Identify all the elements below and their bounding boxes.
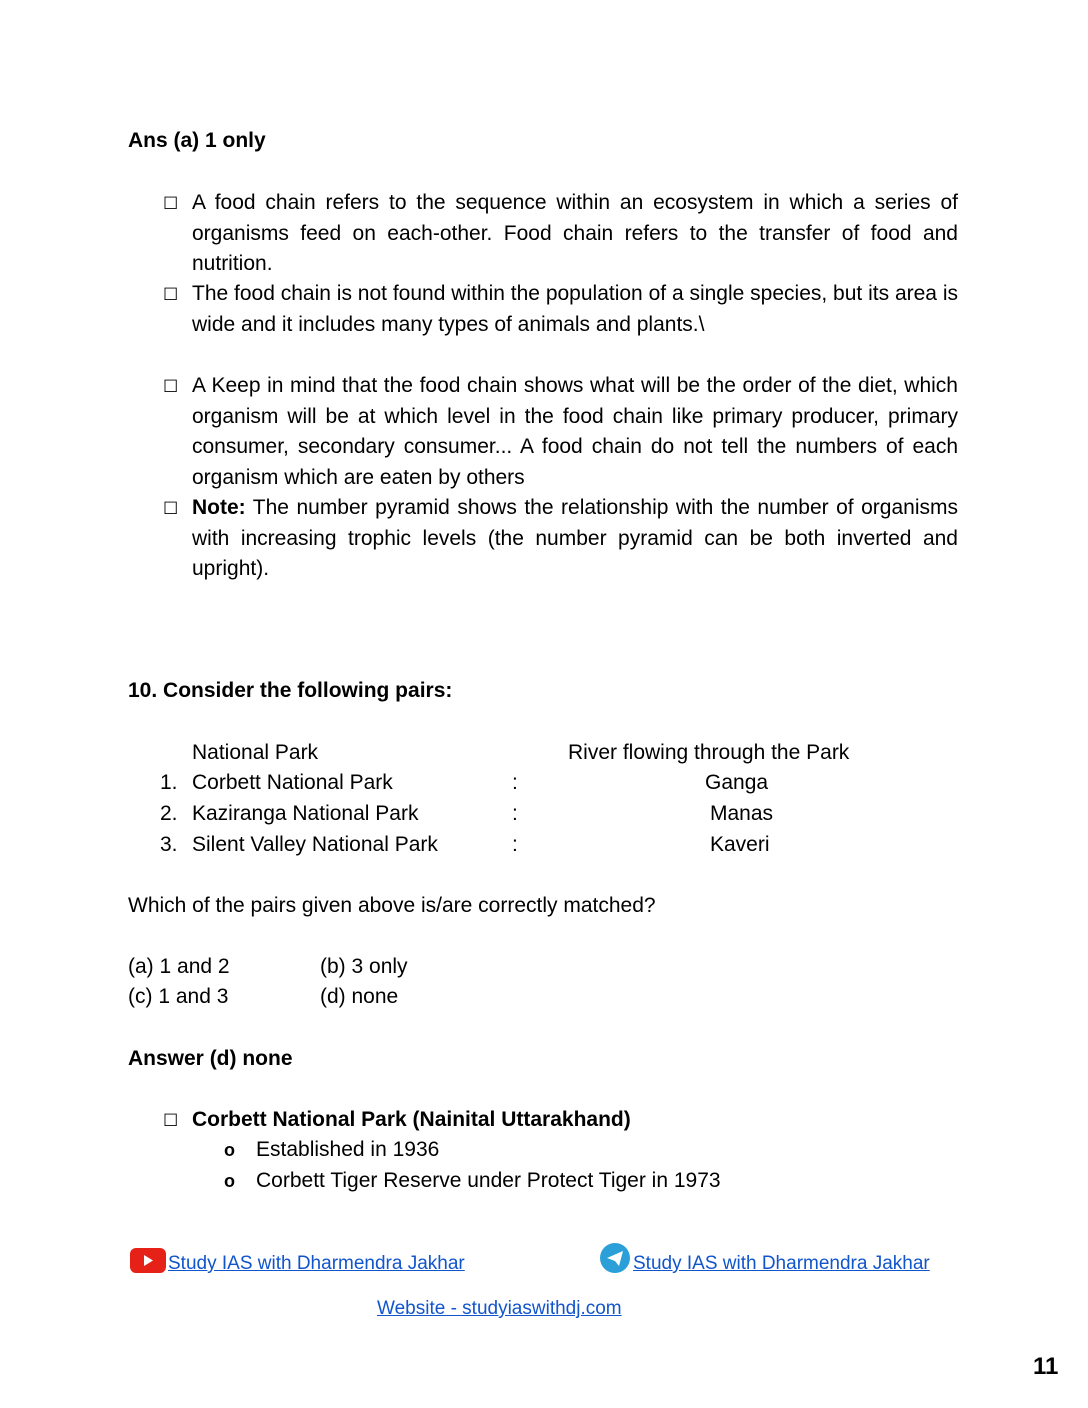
bullet-icon: ☐ [163,499,179,518]
note-text [192,493,958,585]
telegram-icon [600,1243,630,1273]
website-link[interactable]: Website - studyiaswithdj.com [377,1298,622,1319]
option-a: (a) 1 and 2 [128,955,230,978]
separator: : [512,802,518,825]
option-c: (c) 1 and 3 [128,985,229,1008]
row-number: 2. [160,802,178,825]
option-b: (b) 3 only [320,955,408,978]
row-number: 3. [160,833,178,856]
river-name: Kaveri [710,833,770,856]
youtube-icon [130,1248,166,1273]
river-name: Manas [710,802,774,825]
sub-bullet-text: Corbett Tiger Reserve under Protect Tiger in 1973 [256,1169,721,1192]
bullet-icon: ☐ [163,285,179,304]
note-body: The number pyramid shows the relationship with the number of organisms with increasing trophic levels (the number pyramid can be both inverted and upright). [192,496,958,581]
bullet-icon: ☐ [163,1111,179,1130]
question-prompt: Which of the pairs given above is/are correctly matched? [128,894,656,917]
bullet-text: A food chain refers to the sequence within an ecosystem in which a series of organisms feed on each-other. Food chain refers to the transfer of food and nutrition. [192,191,958,276]
corbett-title: Corbett National Park (Nainital Uttarakhand) [192,1108,631,1131]
bullet-icon: ☐ [163,377,179,396]
option-d: (d) none [320,985,399,1008]
bullet-text: A Keep in mind that the food chain shows what will be the order of the diet, which organism will be at which level in the food chain like primary producer, primary consumer, secondary consumer... A food chain do not tell the numbers of each organism which are eaten by others [192,374,958,489]
sub-bullet-text: Established in 1936 [256,1138,440,1161]
page-number: 11 [1033,1353,1059,1380]
note-label: Note: [192,496,246,519]
answer-heading: Answer (d) none [128,1047,293,1070]
separator: : [512,771,518,794]
separator: : [512,833,518,856]
sub-bullet-icon: o [224,1140,235,1160]
row-number: 1. [160,771,178,794]
answer-heading: Ans (a) 1 only [128,129,266,152]
park-name: Kaziranga National Park [192,802,419,825]
question-title: 10. Consider the following pairs: [128,679,453,702]
bullet-icon: ☐ [163,194,179,213]
column-header-park: National Park [192,741,319,764]
river-name: Ganga [705,771,769,794]
column-header-river: River flowing through the Park [568,741,850,764]
park-name: Corbett National Park [192,771,393,794]
telegram-link[interactable]: Study IAS with Dharmendra Jakhar [633,1253,930,1274]
youtube-link[interactable]: Study IAS with Dharmendra Jakhar [168,1253,465,1274]
sub-bullet-icon: o [224,1171,235,1191]
park-name: Silent Valley National Park [192,833,438,856]
bullet-text: The food chain is not found within the population of a single species, but its area is wide and it includes many types of animals and plants.\ [192,282,958,336]
